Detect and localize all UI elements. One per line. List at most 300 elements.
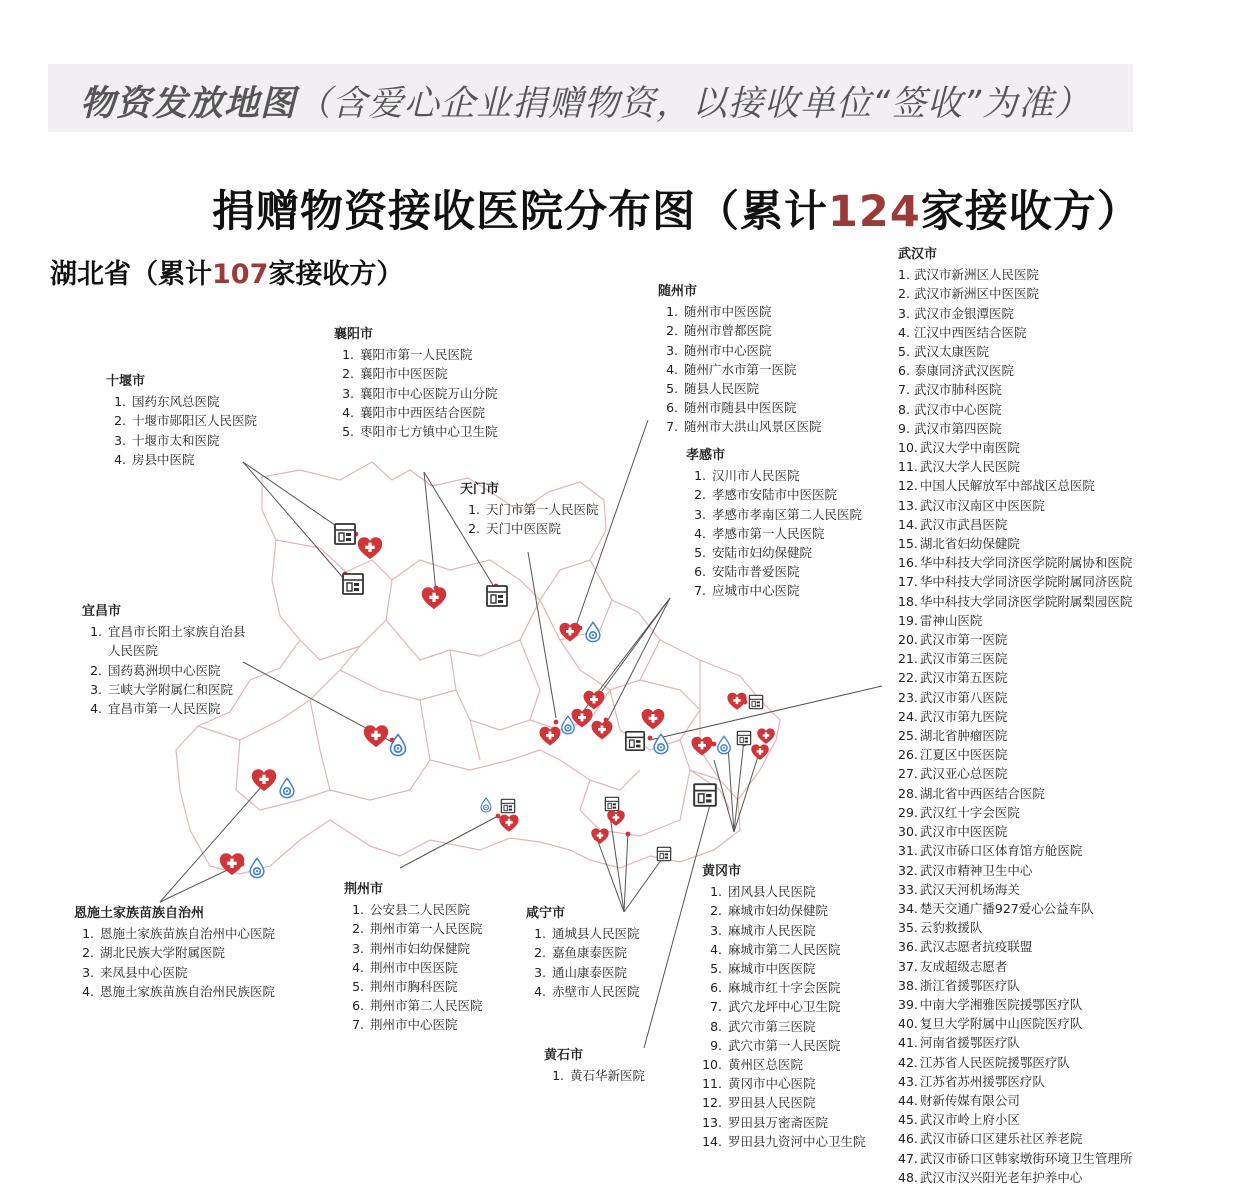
hospital-name: 河南省援鄂医疗队 xyxy=(919,1035,1020,1051)
hospital-item xyxy=(898,342,1132,361)
hospital-name: 罗田县九资河中心卫生院 xyxy=(728,1133,866,1149)
hospital-item xyxy=(898,1053,1132,1072)
item-number: 1. xyxy=(694,468,706,484)
hospital-item xyxy=(82,622,246,641)
item-number: 8. xyxy=(898,401,910,417)
hospital-name: 华中科技大学同济医学院附属协和医院 xyxy=(919,555,1133,571)
item-number: 25. xyxy=(898,728,918,744)
hospital-item xyxy=(526,982,640,1001)
hospital-item xyxy=(686,581,862,600)
hospital-item xyxy=(898,380,1132,399)
hospital-item xyxy=(898,400,1132,419)
hospital-name: 中南大学湘雅医院援鄂医疗队 xyxy=(919,996,1083,1012)
hospital-item xyxy=(898,476,1132,495)
hospital-name: 通城县人民医院 xyxy=(552,926,640,942)
hospital-name: 孝感市孝南区第二人民医院 xyxy=(712,506,863,522)
hospital-item xyxy=(898,1072,1132,1091)
hospital-name: 宜昌市长阳土家族自治县 xyxy=(108,624,246,640)
hospital-item xyxy=(898,707,1132,726)
hospital-name: 荆州市第一人民医院 xyxy=(370,921,483,937)
hospital-name: 湖北省中西医结合医院 xyxy=(919,785,1045,801)
item-number: 32. xyxy=(898,862,918,878)
hospital-name: 友成超级志愿者 xyxy=(919,958,1008,974)
hospital-item xyxy=(898,1149,1132,1168)
hospital-name: 随州市曾都医院 xyxy=(684,323,772,339)
item-number: 16. xyxy=(898,555,918,571)
hospital-name: 随县人民医院 xyxy=(684,381,760,397)
hospital-name: 罗田县人民医院 xyxy=(728,1095,816,1111)
hospital-name: 安陆市普爱医院 xyxy=(712,564,800,580)
border-shiyan xyxy=(276,540,392,660)
hospital-item xyxy=(334,384,498,403)
leader-jingzhou xyxy=(400,816,498,868)
hospital-name: 罗田县万密斋医院 xyxy=(728,1114,829,1130)
item-number: 11. xyxy=(898,459,918,475)
hospital-name: 雷神山医院 xyxy=(919,612,983,628)
item-number: 18. xyxy=(898,593,918,609)
hospital-name: 武汉市金银潭医院 xyxy=(914,305,1015,321)
hospital-item xyxy=(658,360,822,379)
border-jingmen xyxy=(450,640,540,730)
hospital-item xyxy=(702,1132,866,1151)
hospital-item xyxy=(344,1015,483,1034)
hospital-name: 华中科技大学同济医学院附属梨园医院 xyxy=(919,593,1133,609)
hospital-name: 武汉市硚口区体育馆方舱医院 xyxy=(919,843,1083,859)
marker-dot xyxy=(626,832,631,837)
city-name: 恩施土家族苗族自治州 xyxy=(74,906,205,921)
item-number: 28. xyxy=(898,785,918,801)
item-number: 30. xyxy=(898,824,918,840)
item-number: 47. xyxy=(898,1150,918,1166)
hospital-item xyxy=(344,900,483,919)
hospital-name: 麻城市红十字会医院 xyxy=(728,980,841,996)
hospital-name: 天门市第一人民医院 xyxy=(486,502,599,518)
item-number: 12. xyxy=(898,478,918,494)
hospital-name: 襄阳市中医医院 xyxy=(360,366,448,382)
hospital-name: 武汉市硚口区建乐社区养老院 xyxy=(919,1131,1083,1147)
hospital-name: 安陆市妇幼保健院 xyxy=(712,545,813,561)
hospital-name: 湖北省妇幼保健院 xyxy=(919,536,1020,552)
item-number: 8. xyxy=(710,1018,722,1034)
item-number: 12. xyxy=(702,1095,722,1111)
hospital-item xyxy=(898,515,1132,534)
hospital-name: 武汉市第四医院 xyxy=(914,420,1002,436)
item-number: 2. xyxy=(342,366,354,382)
hospital-list xyxy=(686,466,862,600)
water-drop-icon xyxy=(250,858,264,877)
supply-box-icon xyxy=(737,731,750,744)
item-number: 36. xyxy=(898,939,918,955)
item-number: 1. xyxy=(898,267,910,283)
title-suffix: 家接收方） xyxy=(920,187,1141,237)
item-number: 4. xyxy=(694,525,706,541)
item-number: 24. xyxy=(898,708,918,724)
city-name: 黄石市 xyxy=(544,1048,584,1063)
item-number: 40. xyxy=(898,1016,918,1032)
hospital-item xyxy=(702,921,866,940)
city-name: 随州市 xyxy=(658,284,698,299)
city-name: 咸宁市 xyxy=(526,906,566,921)
item-number: 6. xyxy=(710,980,722,996)
hospital-item xyxy=(460,500,599,519)
hospital-name: 天门中医医院 xyxy=(486,521,562,537)
hospital-list xyxy=(106,392,257,469)
item-number: 6. xyxy=(694,564,706,580)
item-number: 7. xyxy=(352,1017,364,1033)
hospital-name: 荆州市妇幼保健院 xyxy=(370,940,471,956)
item-number: 2. xyxy=(352,921,364,937)
hospital-name: 武汉太康医院 xyxy=(914,344,990,360)
item-number: 7. xyxy=(694,583,706,599)
city-jingzhou xyxy=(344,880,483,1035)
hospital-name: 随州广水市第一医院 xyxy=(684,361,797,377)
hospital-name: 孝感市安陆市中医医院 xyxy=(712,487,838,503)
item-number: 46. xyxy=(898,1131,918,1147)
hospital-item xyxy=(74,963,275,982)
item-number: 1. xyxy=(90,624,102,640)
city-wuhan xyxy=(898,245,1132,1187)
item-number: 4. xyxy=(114,451,126,467)
hospital-item xyxy=(702,1074,866,1093)
hospital-item xyxy=(898,784,1132,803)
hospital-name: 武汉志愿者抗疫联盟 xyxy=(919,939,1033,955)
hospital-item xyxy=(898,361,1132,380)
item-number: 37. xyxy=(898,958,918,974)
hospital-name: 襄阳市中心医院万山分院 xyxy=(360,385,498,401)
hospital-item xyxy=(82,680,246,699)
hospital-item xyxy=(898,1168,1132,1187)
hospital-list xyxy=(526,924,640,1001)
hospital-name: 武汉市汉南区中医医院 xyxy=(919,497,1045,513)
hospital-name: 麻城市中医医院 xyxy=(728,961,816,977)
city-huangshi xyxy=(544,1046,645,1085)
item-number: 2. xyxy=(82,945,94,961)
city-shiyan xyxy=(106,372,257,469)
item-number: 4. xyxy=(534,983,546,999)
hospital-item xyxy=(74,982,275,1001)
hospital-item xyxy=(686,505,862,524)
hospital-name: 黄石华新医院 xyxy=(570,1068,646,1084)
banner-heading-bold: 物资发放地图 xyxy=(80,84,297,124)
leader-xianning-c xyxy=(624,832,628,912)
item-number: 10. xyxy=(898,440,918,456)
item-number: 1. xyxy=(114,394,126,410)
hospital-list xyxy=(74,924,275,1001)
supply-box-icon xyxy=(626,732,644,750)
hospital-item xyxy=(898,572,1132,591)
hospital-name: 十堰市太和医院 xyxy=(132,432,220,448)
item-number: 13. xyxy=(702,1114,722,1130)
hospital-name: 麻城市人民医院 xyxy=(728,922,816,938)
hospital-name: 武汉红十字会医院 xyxy=(919,804,1020,820)
hospital-name: 武汉市新洲区人民医院 xyxy=(914,267,1040,283)
hospital-name: 江苏省苏州援鄂医疗队 xyxy=(919,1073,1045,1089)
item-number: 27. xyxy=(898,766,918,782)
hospital-name: 随州市大洪山风景区医院 xyxy=(684,419,822,435)
heart-plus-icon xyxy=(540,727,561,746)
item-number: 38. xyxy=(898,977,918,993)
hospital-item xyxy=(898,284,1132,303)
heart-plus-icon xyxy=(364,725,389,747)
leader-enshi-a xyxy=(160,786,262,902)
item-number: 42. xyxy=(898,1054,918,1070)
hospital-name: 武汉天河机场海关 xyxy=(919,881,1020,897)
marker-dot xyxy=(496,814,501,819)
water-drop-icon xyxy=(391,735,406,756)
item-number: 2. xyxy=(114,413,126,429)
item-number: 1. xyxy=(82,926,94,942)
hospital-item xyxy=(460,519,599,538)
item-number: 6. xyxy=(898,363,910,379)
item-number: 5. xyxy=(342,424,354,440)
item-number: 5. xyxy=(352,979,364,995)
hospital-item xyxy=(526,943,640,962)
hospital-item xyxy=(898,1110,1132,1129)
hospital-item xyxy=(898,553,1132,572)
water-drop-icon xyxy=(481,798,491,812)
hospital-name: 随州市中心医院 xyxy=(684,342,772,358)
city-suizhou xyxy=(658,282,822,437)
supply-box-icon xyxy=(657,847,670,860)
item-number: 20. xyxy=(898,632,918,648)
hospital-name: 武汉市肺科医院 xyxy=(914,382,1002,398)
item-number: 14. xyxy=(702,1133,722,1149)
hospital-name: 麻城市第二人民医院 xyxy=(728,941,841,957)
item-number: 45. xyxy=(898,1112,918,1128)
city-name: 黄冈市 xyxy=(702,864,742,879)
hospital-item xyxy=(106,411,257,430)
heart-plus-icon xyxy=(499,815,518,832)
hospital-item xyxy=(334,364,498,383)
city-name: 孝感市 xyxy=(686,448,726,463)
item-number: 4. xyxy=(710,941,722,957)
hospital-item xyxy=(344,958,483,977)
city-name: 天门市 xyxy=(460,482,500,497)
item-number: 6. xyxy=(352,998,364,1014)
hospital-item xyxy=(898,976,1132,995)
border-xianning xyxy=(580,770,690,836)
hospital-item xyxy=(82,699,246,718)
leader-xiaogan-c xyxy=(604,598,670,728)
hospital-name: 恩施土家族苗族自治州民族医院 xyxy=(100,983,276,999)
title-prefix: 捐赠物资接收医院分布图（累计 xyxy=(212,187,828,237)
item-number: 2. xyxy=(666,323,678,339)
hospital-item xyxy=(344,996,483,1015)
hospital-name: 武汉市武昌医院 xyxy=(919,516,1008,532)
hospital-name: 黄州区总医院 xyxy=(728,1057,804,1073)
hospital-name: 武汉市岭上府小区 xyxy=(919,1112,1020,1128)
supply-box-icon xyxy=(501,799,514,812)
hospital-name: 荆州市中医医院 xyxy=(370,959,458,975)
hospital-item xyxy=(898,822,1132,841)
hospital-item xyxy=(658,321,822,340)
item-number: 1. xyxy=(342,347,354,363)
hospital-name: 江夏区中医医院 xyxy=(919,747,1008,763)
item-number: 7. xyxy=(666,419,678,435)
hospital-item xyxy=(702,997,866,1016)
hospital-list xyxy=(544,1066,645,1085)
item-number: 2. xyxy=(898,286,910,302)
hospital-name: 武穴市第一人民医院 xyxy=(728,1037,841,1053)
marker-dot xyxy=(554,720,559,725)
hospital-item xyxy=(898,534,1132,553)
hospital-item xyxy=(74,943,275,962)
heart-plus-icon xyxy=(358,537,383,559)
hospital-item xyxy=(702,1036,866,1055)
hospital-name: 荆州市中心医院 xyxy=(370,1017,458,1033)
item-number: 21. xyxy=(898,651,918,667)
hospital-name: 武汉市第五医院 xyxy=(919,670,1008,686)
water-drop-icon xyxy=(718,736,731,754)
water-drop-icon xyxy=(654,734,668,753)
hospital-name: 枣阳市七方镇中心卫生院 xyxy=(360,424,498,440)
hospital-name: 财新传媒有限公司 xyxy=(919,1092,1020,1108)
supply-box-icon xyxy=(343,574,363,594)
item-number: 3. xyxy=(898,305,910,321)
province-count: 107 xyxy=(212,259,269,290)
item-number: 3. xyxy=(534,964,546,980)
hospital-item xyxy=(898,726,1132,745)
hospital-name: 武汉市第一医院 xyxy=(919,632,1008,648)
hospital-item xyxy=(106,392,257,411)
item-number: 1. xyxy=(534,926,546,942)
hospital-list xyxy=(658,302,822,436)
hospital-name: 武穴市第三医院 xyxy=(728,1018,816,1034)
hospital-name: 武汉市第八医院 xyxy=(919,689,1008,705)
hospital-item xyxy=(898,899,1132,918)
item-number: 1. xyxy=(468,502,480,518)
city-name: 宜昌市 xyxy=(82,604,122,619)
item-number: 2. xyxy=(534,945,546,961)
item-number: 15. xyxy=(898,536,918,552)
item-number: 43. xyxy=(898,1073,918,1089)
leader-tianmen xyxy=(528,552,556,718)
hospital-item xyxy=(686,485,862,504)
item-number: 33. xyxy=(898,881,918,897)
item-number: 3. xyxy=(342,385,354,401)
hospital-item xyxy=(898,803,1132,822)
hospital-item xyxy=(526,924,640,943)
hospital-name: 十堰市郧阳区人民医院 xyxy=(132,413,258,429)
hospital-name: 中国人民解放军中部战区总医院 xyxy=(919,478,1095,494)
hospital-name: 湖北省肿瘤医院 xyxy=(919,728,1008,744)
hospital-item xyxy=(898,419,1132,438)
heart-plus-icon xyxy=(252,769,277,791)
item-number: 4. xyxy=(90,701,102,717)
city-enshi xyxy=(74,904,275,1001)
hospital-name: 武汉大学人民医院 xyxy=(919,459,1020,475)
hospital-name: 武汉市中心医院 xyxy=(914,401,1002,417)
hospital-name: 武汉市硚口区韩家墩街环境卫生管理所 xyxy=(919,1150,1133,1166)
hospital-name: 嘉鱼康泰医院 xyxy=(552,945,628,961)
item-number: 2. xyxy=(90,662,102,678)
heart-plus-icon xyxy=(727,693,746,710)
hospital-item xyxy=(898,764,1132,783)
hospital-name: 随州市随县中医医院 xyxy=(684,400,797,416)
hospital-item xyxy=(702,1055,866,1074)
hospital-name: 武汉大学中南医院 xyxy=(919,440,1020,456)
hospital-item-continuation: 人民医院 xyxy=(108,643,159,659)
hospital-name: 宜昌市第一人民医院 xyxy=(108,701,221,717)
hospital-item xyxy=(344,919,483,938)
hospital-item xyxy=(74,924,275,943)
hospital-item xyxy=(898,592,1132,611)
water-drop-icon xyxy=(586,622,600,641)
hospital-item xyxy=(334,345,498,364)
item-number: 31. xyxy=(898,843,918,859)
hospital-item xyxy=(898,1091,1132,1110)
item-number: 5. xyxy=(898,344,910,360)
hospital-list xyxy=(334,345,498,441)
hospital-item xyxy=(898,841,1132,860)
hospital-name: 武汉亚心总医院 xyxy=(919,766,1008,782)
hospital-item xyxy=(702,901,866,920)
hospital-name: 江汉中西医结合医院 xyxy=(914,324,1027,340)
item-number: 44. xyxy=(898,1092,918,1108)
item-number: 14. xyxy=(898,516,918,532)
item-number: 4. xyxy=(342,404,354,420)
hospital-item xyxy=(898,438,1132,457)
item-number: 7. xyxy=(710,999,722,1015)
city-huanggang xyxy=(702,862,866,1151)
banner-heading-note: （含爱心企业捐赠物资，以接收单位“签收”为准） xyxy=(296,84,1091,124)
supply-box-icon xyxy=(749,695,762,708)
hospital-name: 公安县二人民医院 xyxy=(370,902,471,918)
supply-box-icon xyxy=(487,586,507,606)
item-number: 1. xyxy=(552,1068,564,1084)
supply-box-icon xyxy=(694,784,716,806)
item-number: 5. xyxy=(666,381,678,397)
hospital-item xyxy=(344,939,483,958)
item-number: 48. xyxy=(898,1169,918,1185)
hospital-name: 武穴龙坪中心卫生院 xyxy=(728,999,841,1015)
item-number: 9. xyxy=(898,420,910,436)
hospital-item xyxy=(686,562,862,581)
heart-plus-icon xyxy=(757,728,775,744)
item-number: 4. xyxy=(352,959,364,975)
hospital-name: 复旦大学附属中山医院医疗队 xyxy=(919,1016,1083,1032)
hospital-name: 武汉市精神卫生中心 xyxy=(919,862,1033,878)
hospital-item xyxy=(898,630,1132,649)
hospital-name: 武汉市中医医院 xyxy=(919,824,1008,840)
hospital-item xyxy=(898,688,1132,707)
heart-plus-icon xyxy=(591,828,609,844)
hospital-item xyxy=(898,265,1132,284)
hospital-item xyxy=(898,649,1132,668)
heart-plus-icon xyxy=(592,721,613,740)
item-number: 3. xyxy=(114,432,126,448)
hospital-item xyxy=(702,940,866,959)
hospital-name: 云豹救援队 xyxy=(919,920,983,936)
hospital-name: 房县中医院 xyxy=(132,451,195,467)
hospital-name: 荆州市第二人民医院 xyxy=(370,998,483,1014)
hospital-name: 随州市中医医院 xyxy=(684,304,772,320)
hospital-name: 湖北民族大学附属医院 xyxy=(100,945,226,961)
province-suffix: 家接收方） xyxy=(268,259,404,290)
item-number: 3. xyxy=(82,964,94,980)
city-xianning xyxy=(526,904,640,1001)
hospital-item xyxy=(658,417,822,436)
hospital-item xyxy=(702,1113,866,1132)
hospital-item xyxy=(658,398,822,417)
city-xiaogan xyxy=(686,446,862,601)
item-number: 9. xyxy=(710,1037,722,1053)
hospital-item xyxy=(82,661,246,680)
supply-box-icon xyxy=(605,797,618,810)
hospital-item xyxy=(544,1066,645,1085)
hospital-item xyxy=(898,745,1132,764)
hospital-name: 华中科技大学同济医学院附属同济医院 xyxy=(919,574,1133,590)
